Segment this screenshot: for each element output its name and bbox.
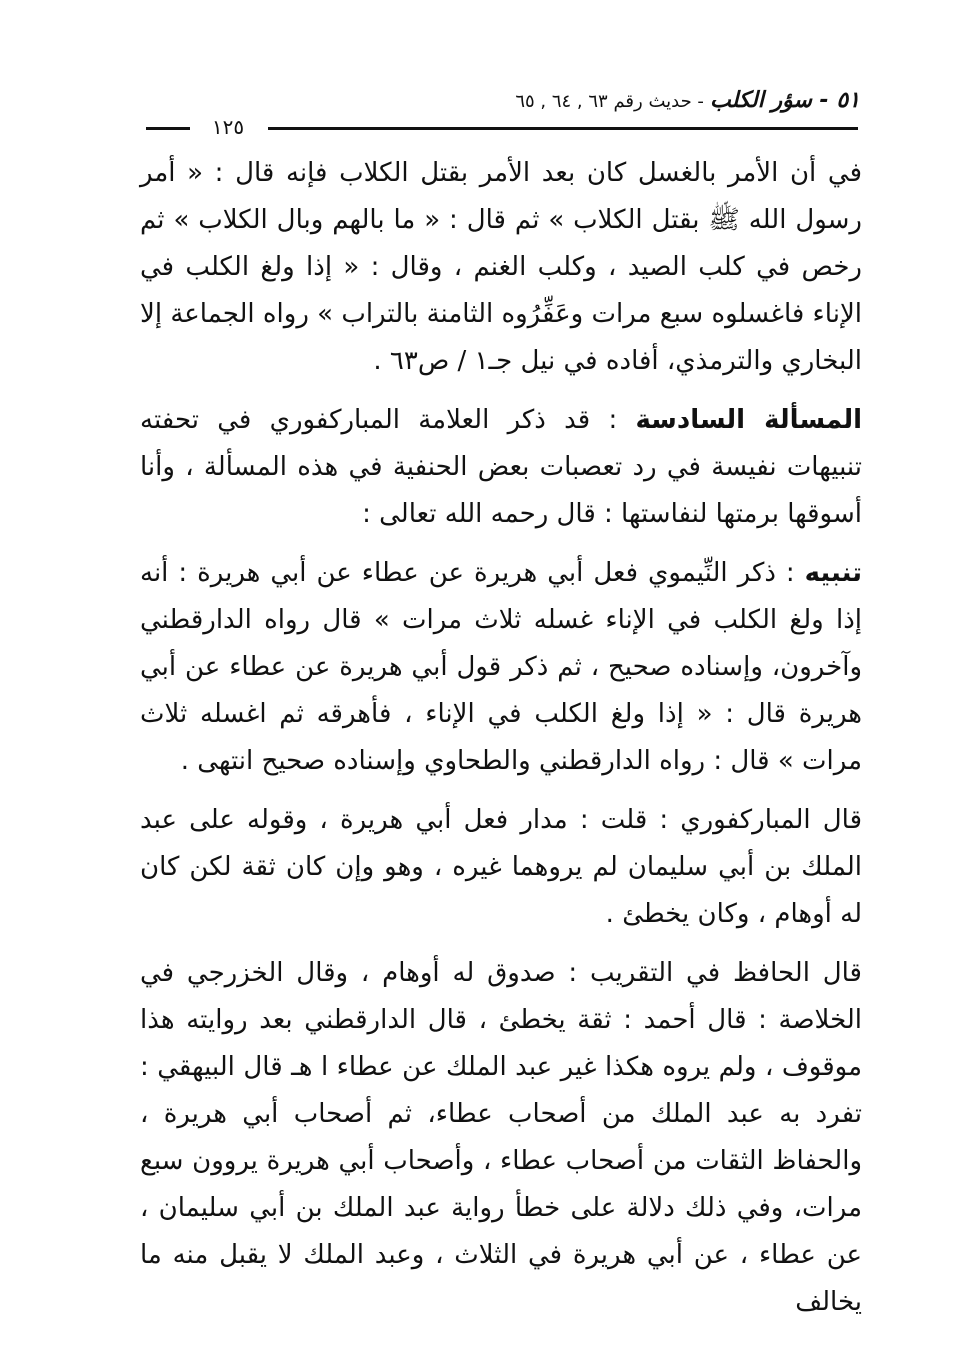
paragraph-3 xyxy=(140,550,862,785)
paragraph-5 xyxy=(140,950,862,1326)
page-number: ١٢٥ xyxy=(211,115,245,139)
paragraph-2-heading: المسألة السادسة xyxy=(635,405,862,435)
paragraph-1 xyxy=(140,150,862,385)
paragraph-3-text: : ذكر النِّيموي فعل أبي هريرة عن عطاء عن أبي هريرة : أنه إذا ولغ الكلب في الإناء غسله ثلاث مرات » قال رواه الدارقطني وآخرون، وإسناده صحيح ، ثم ذكر قول أبي هريرة عن عطاء عن أبي هريرة قال : « إذا ولغ الكلب في الإناء ، فأهرقه ثم اغسله ثلاث مرات » قال : رواه الدارقطني والطحاوي وإسناده صحيح انتهى . xyxy=(140,558,862,776)
page-number-row xyxy=(140,112,862,142)
paragraph-3-heading: تنبيه xyxy=(804,558,862,588)
paragraph-4-text: قال المباركفوري : قلت : مدار فعل أبي هريرة ، وقوله على عبد الملك بن أبي سليمان لم يروهما غيره ، وهو وإن كان ثقة لكن كان له أوهام ، وكان يخطئ . xyxy=(140,805,862,929)
paragraph-1-text: في أن الأمر بالغسل كان بعد الأمر بقتل الكلاب فإنه قال : « أمر رسول الله ﷺ بقتل الكلاب » ثم قال : « ما بالهم وبال الكلاب » ثم رخص في كلب الصيد ، وكلب الغنم ، وقال : « إذا ولغ الكلب في الإناء فاغسلوه سبع مرات وعَفِّرُوه الثامنة بالتراب » رواه الجماعة إلا البخاري والترمذي، أفاده في نيل جـ١ / ص٦٣ . xyxy=(140,158,862,376)
paragraph-4 xyxy=(140,797,862,938)
header-rule-left xyxy=(146,127,190,130)
paragraph-2 xyxy=(140,397,862,538)
chapter-title: ٥١ - سؤر الكلب xyxy=(709,88,860,113)
header-rule-right xyxy=(268,127,858,130)
hadith-reference: - حديث رقم ٦٣ , ٦٤ , ٦٥ xyxy=(515,91,704,112)
paragraph-2-text: : قد ذكر العلامة المباركفوري في تحفته تنبيهات نفيسة في رد تعصبات بعض الحنفية في هذه المسألة ، وأنا أسوقها برمتها لنفاستها : قال رحمه الله تعالى : xyxy=(140,405,862,529)
body-text xyxy=(140,150,862,1338)
paragraph-5-text: قال الحافظ في التقريب : صدوق له أوهام ، وقال الخزرجي في الخلاصة : قال أحمد : ثقة يخطئ ، قال الدارقطني بعد روايته هذا موقوف ، ولم يروه هكذا غير عبد الملك عن عطاء ا هـ قال البيهقي : تفرد به عبد الملك من أصحاب عطاء، ثم أصحاب أبي هريرة ، والحفاظ الثقات من أصحاب عطاء ، وأصحاب أبي هريرة يروون سبع مرات، وفي ذلك دلالة على خطأ رواية عبد الملك بن أبي سليمان ، عن عطاء ، عن أبي هريرة في الثلاث ، وعبد الملك لا يقبل منه ما يخالف xyxy=(140,958,862,1317)
